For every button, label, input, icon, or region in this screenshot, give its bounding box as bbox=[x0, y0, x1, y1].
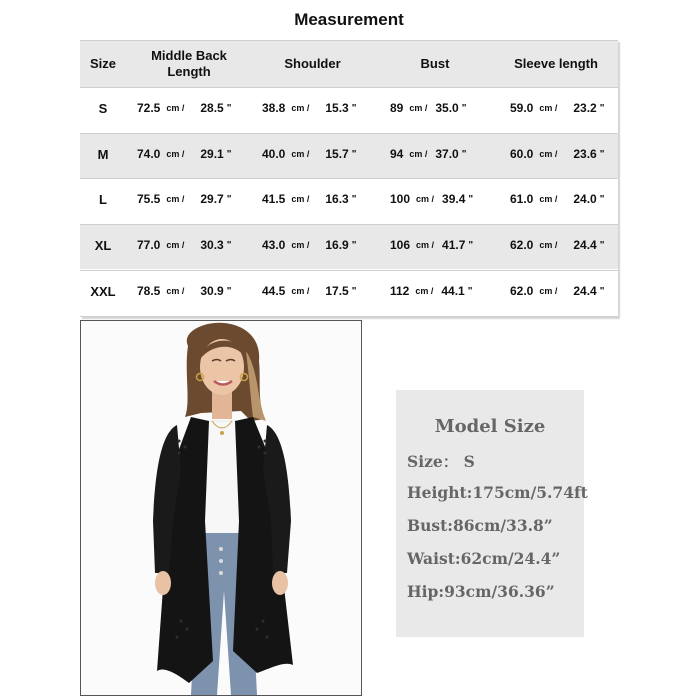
shoulder-cell bbox=[262, 238, 356, 252]
middle-back-length-inch-value: 29.1 bbox=[200, 147, 224, 161]
cm-unit-label: cm / bbox=[291, 103, 310, 113]
sleeve-length-inch-value: 23.6 bbox=[573, 147, 597, 161]
row-divider bbox=[80, 178, 618, 179]
shoulder-inch-value: 16.9 bbox=[325, 238, 349, 252]
middle-back-length-cm-value: 72.5 bbox=[137, 101, 161, 115]
model-size-box bbox=[396, 390, 588, 637]
cm-unit-label: cm / bbox=[291, 194, 310, 204]
bust-cell bbox=[390, 238, 473, 252]
sleeve-length-cell bbox=[510, 101, 604, 115]
inch-unit-label: " bbox=[351, 285, 357, 297]
bust-cm-value: 100 bbox=[390, 192, 411, 206]
sleeve-length-cell bbox=[510, 147, 604, 161]
row-divider bbox=[80, 270, 618, 271]
inch-unit-label: " bbox=[226, 193, 232, 205]
inch-unit-label: " bbox=[599, 193, 605, 205]
size-table bbox=[80, 40, 618, 317]
bust-inch-value: 44.1 bbox=[441, 284, 465, 298]
bust-inch-value: 37.0 bbox=[435, 147, 459, 161]
size-cell: L bbox=[99, 192, 107, 207]
inch-unit-label: " bbox=[468, 239, 474, 251]
size-cell: M bbox=[97, 147, 109, 162]
row-divider bbox=[80, 133, 618, 134]
inch-unit-label: " bbox=[351, 239, 357, 251]
bust-cm-value: 94 bbox=[390, 147, 404, 161]
cm-unit-label: cm / bbox=[166, 194, 185, 204]
table-row bbox=[80, 270, 618, 315]
size-cell: S bbox=[98, 101, 108, 116]
sleeve-length-cm-value: 59.0 bbox=[510, 101, 534, 115]
middle-back-length-inch-value: 30.9 bbox=[200, 284, 224, 298]
middle-back-length-cell bbox=[137, 101, 231, 115]
inch-unit-label: " bbox=[226, 148, 232, 160]
bust-cell bbox=[390, 147, 466, 161]
header-sleeve-length: Sleeve length bbox=[514, 56, 598, 71]
bust-inch-value: 41.7 bbox=[442, 238, 466, 252]
cm-unit-label: cm / bbox=[166, 103, 185, 113]
sleeve-length-inch-value: 24.0 bbox=[573, 192, 597, 206]
inch-unit-label: " bbox=[599, 285, 605, 297]
cm-unit-label: cm / bbox=[409, 149, 428, 159]
shoulder-inch-value: 15.3 bbox=[325, 101, 349, 115]
middle-back-length-cell bbox=[137, 192, 231, 206]
middle-back-length-cell bbox=[137, 238, 231, 252]
sleeve-length-cm-value: 61.0 bbox=[510, 192, 534, 206]
inch-unit-label: " bbox=[461, 102, 467, 114]
table-row bbox=[80, 224, 618, 269]
inch-unit-label: " bbox=[599, 239, 605, 251]
model-height-line: Height:175cm/5.74ft bbox=[407, 483, 588, 502]
inch-unit-label: " bbox=[467, 285, 473, 297]
cm-unit-label: cm / bbox=[539, 286, 558, 296]
shoulder-cm-value: 43.0 bbox=[262, 238, 286, 252]
cm-unit-label: cm / bbox=[539, 149, 558, 159]
model-photo bbox=[80, 320, 362, 696]
bust-cell bbox=[390, 192, 473, 206]
table-row bbox=[80, 133, 618, 178]
middle-back-length-cm-value: 75.5 bbox=[137, 192, 161, 206]
middle-back-length-inch-value: 30.3 bbox=[200, 238, 224, 252]
middle-back-length-inch-value: 28.5 bbox=[200, 101, 224, 115]
shoulder-cell bbox=[262, 101, 356, 115]
bust-cm-value: 89 bbox=[390, 101, 404, 115]
bust-inch-value: 39.4 bbox=[442, 192, 466, 206]
shoulder-inch-value: 15.7 bbox=[325, 147, 349, 161]
sleeve-length-cell bbox=[510, 192, 604, 206]
shoulder-inch-value: 17.5 bbox=[325, 284, 349, 298]
cm-unit-label: cm / bbox=[291, 240, 310, 250]
middle-back-length-cell bbox=[137, 147, 231, 161]
cm-unit-label: cm / bbox=[291, 149, 310, 159]
inch-unit-label: " bbox=[599, 148, 605, 160]
shoulder-inch-value: 16.3 bbox=[325, 192, 349, 206]
cm-unit-label: cm / bbox=[409, 103, 428, 113]
sleeve-length-inch-value: 23.2 bbox=[573, 101, 597, 115]
inch-unit-label: " bbox=[461, 148, 467, 160]
sleeve-length-cm-value: 62.0 bbox=[510, 284, 534, 298]
middle-back-length-cell bbox=[137, 284, 231, 298]
bust-cell bbox=[390, 284, 472, 298]
shoulder-cm-value: 40.0 bbox=[262, 147, 286, 161]
middle-back-length-inch-value: 29.7 bbox=[200, 192, 224, 206]
cm-unit-label: cm / bbox=[416, 194, 435, 204]
model-illustration bbox=[81, 321, 361, 695]
cm-unit-label: cm / bbox=[415, 286, 434, 296]
header-shoulder: Shoulder bbox=[284, 56, 341, 71]
shoulder-cell bbox=[262, 284, 356, 298]
bust-inch-value: 35.0 bbox=[435, 101, 459, 115]
cm-unit-label: cm / bbox=[291, 286, 310, 296]
inch-unit-label: " bbox=[351, 148, 357, 160]
model-size-title: Model Size bbox=[434, 416, 546, 437]
cm-unit-label: cm / bbox=[166, 240, 185, 250]
model-waist-line: Waist:62cm/24.4” bbox=[407, 549, 561, 568]
size-cell: XL bbox=[94, 238, 112, 253]
table-row bbox=[80, 178, 618, 223]
middle-back-length-cm-value: 78.5 bbox=[137, 284, 161, 298]
sleeve-length-inch-value: 24.4 bbox=[573, 284, 597, 298]
middle-back-length-cm-value: 77.0 bbox=[137, 238, 161, 252]
model-bust-line: Bust:86cm/33.8” bbox=[407, 516, 553, 535]
inch-unit-label: " bbox=[599, 102, 605, 114]
cm-unit-label: cm / bbox=[166, 286, 185, 296]
shoulder-cm-value: 44.5 bbox=[262, 284, 286, 298]
cm-unit-label: cm / bbox=[539, 194, 558, 204]
model-hip-line: Hip:93cm/36.36” bbox=[407, 582, 555, 601]
header-bust: Bust bbox=[420, 56, 450, 71]
table-row bbox=[80, 87, 618, 132]
inch-unit-label: " bbox=[351, 102, 357, 114]
shoulder-cell bbox=[262, 147, 356, 161]
shoulder-cell bbox=[262, 192, 356, 206]
cm-unit-label: cm / bbox=[166, 149, 185, 159]
cm-unit-label: cm / bbox=[539, 103, 558, 113]
inch-unit-label: " bbox=[226, 102, 232, 114]
row-divider bbox=[80, 87, 618, 88]
row-divider bbox=[80, 224, 618, 225]
sleeve-length-inch-value: 24.4 bbox=[573, 238, 597, 252]
middle-back-length-cm-value: 74.0 bbox=[137, 147, 161, 161]
inch-unit-label: " bbox=[351, 193, 357, 205]
page-title: Measurement bbox=[294, 10, 404, 29]
inch-unit-label: " bbox=[468, 193, 474, 205]
bust-cm-value: 112 bbox=[390, 284, 410, 298]
model-size-line: Size： S bbox=[407, 452, 475, 471]
cm-unit-label: cm / bbox=[539, 240, 558, 250]
size-cell: XXL bbox=[90, 284, 116, 299]
bust-cm-value: 106 bbox=[390, 238, 411, 252]
sleeve-length-cm-value: 60.0 bbox=[510, 147, 534, 161]
sleeve-length-cell bbox=[510, 284, 604, 298]
sleeve-length-cm-value: 62.0 bbox=[510, 238, 534, 252]
sleeve-length-cell bbox=[510, 238, 604, 252]
header-size: Size bbox=[89, 56, 116, 71]
inch-unit-label: " bbox=[226, 285, 232, 297]
table-header-row bbox=[80, 41, 618, 87]
shoulder-cm-value: 38.8 bbox=[262, 101, 286, 115]
inch-unit-label: " bbox=[226, 239, 232, 251]
bust-cell bbox=[390, 101, 466, 115]
cm-unit-label: cm / bbox=[416, 240, 435, 250]
shoulder-cm-value: 41.5 bbox=[262, 192, 286, 206]
header-middle-back-length: Middle Back Length bbox=[151, 48, 227, 79]
